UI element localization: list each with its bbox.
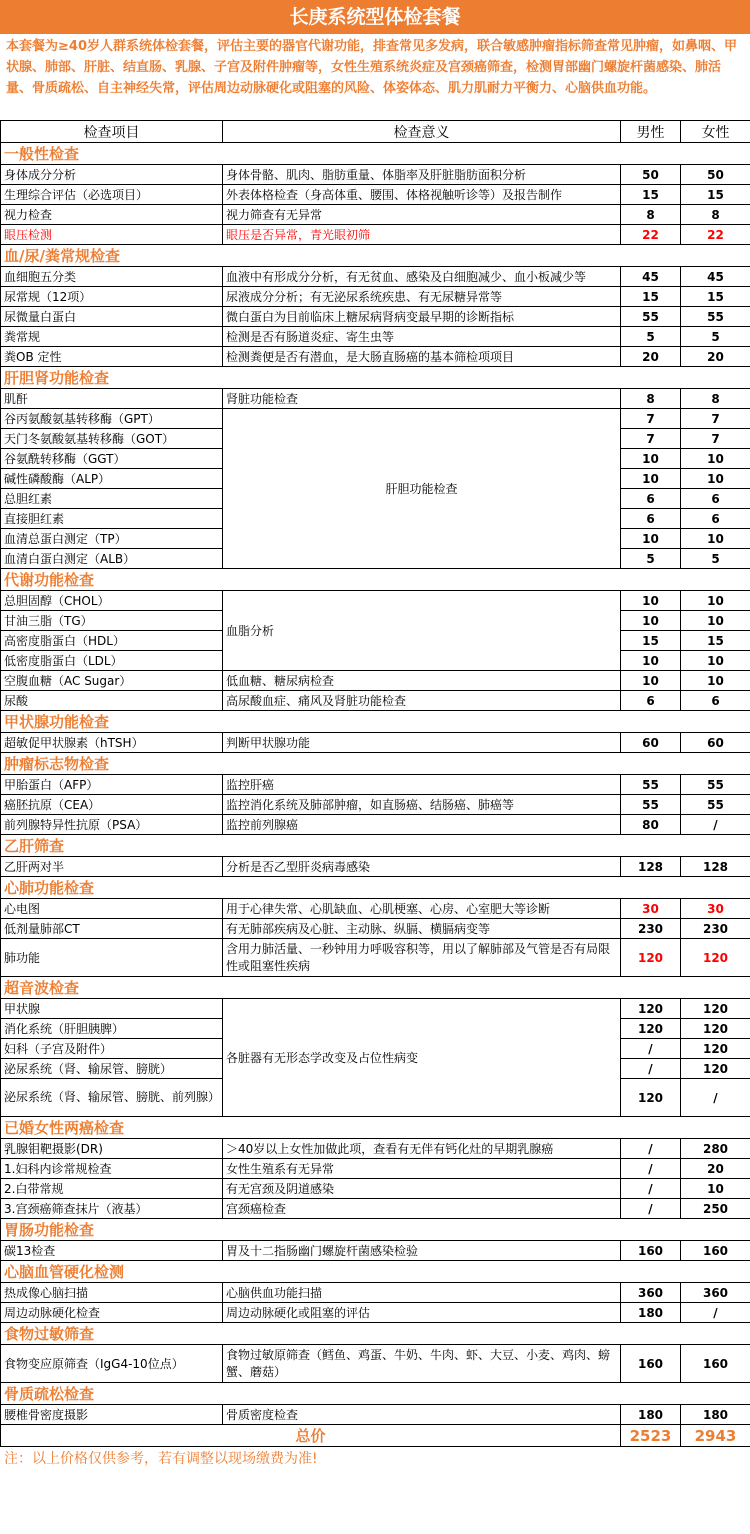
female-price: 55 (681, 307, 750, 327)
female-price: 8 (681, 205, 750, 225)
male-price: 6 (621, 489, 681, 509)
meaning-cell: 监控肝癌 (223, 775, 621, 795)
female-price: 10 (681, 591, 750, 611)
item-cell: 粪OB 定性 (1, 347, 223, 367)
item-cell: 血清总蛋白测定（TP） (1, 529, 223, 549)
section-title: 胃肠功能检查 (1, 1219, 750, 1241)
item-cell: 血清白蛋白测定（ALB） (1, 549, 223, 569)
meaning-cell: 高尿酸血症、痛风及肾脏功能检查 (223, 691, 621, 711)
male-price: 10 (621, 611, 681, 631)
female-price: 120 (681, 999, 750, 1019)
male-price: 120 (621, 1019, 681, 1039)
female-price: 15 (681, 631, 750, 651)
female-price: 60 (681, 733, 750, 753)
item-cell: 食物变应原筛查（IgG4-10位点） (1, 1345, 223, 1383)
meaning-cell: 女性生殖系有无异常 (223, 1159, 621, 1179)
male-price: 160 (621, 1241, 681, 1261)
female-price: 120 (681, 939, 750, 977)
section-title: 代谢功能检查 (1, 569, 750, 591)
table-row (1, 185, 750, 205)
meaning-cell: 骨质密度检查 (223, 1405, 621, 1425)
male-price: 160 (621, 1345, 681, 1383)
female-price: 250 (681, 1199, 750, 1219)
table-row (1, 671, 750, 691)
item-cell: 肌酐 (1, 389, 223, 409)
item-cell: 碱性磷酸酶（ALP） (1, 469, 223, 489)
male-price: / (621, 1039, 681, 1059)
section-row (1, 367, 750, 389)
section-row (1, 977, 750, 999)
female-price: 8 (681, 389, 750, 409)
male-price: 10 (621, 529, 681, 549)
male-price: 20 (621, 347, 681, 367)
section-row (1, 1219, 750, 1241)
female-price: 120 (681, 1059, 750, 1079)
table-row (1, 857, 750, 877)
female-price: 30 (681, 899, 750, 919)
table-row (1, 1345, 750, 1383)
male-price: 5 (621, 327, 681, 347)
item-cell: 空腹血糖（AC Sugar） (1, 671, 223, 691)
male-price: 8 (621, 389, 681, 409)
female-price: 50 (681, 165, 750, 185)
section-title: 超音波检查 (1, 977, 750, 999)
section-title: 肿瘤标志物检查 (1, 753, 750, 775)
female-price: 20 (681, 347, 750, 367)
male-price: 55 (621, 775, 681, 795)
meaning-cell: 胃及十二指肠幽门螺旋杆菌感染检验 (223, 1241, 621, 1261)
table-row (1, 1159, 750, 1179)
female-price: / (681, 1303, 750, 1323)
table-row (1, 1199, 750, 1219)
male-price: 6 (621, 691, 681, 711)
male-price: 45 (621, 267, 681, 287)
table-row (1, 1179, 750, 1199)
meaning-cell: 微白蛋白为目前临床上糖尿病肾病变最早期的诊断指标 (223, 307, 621, 327)
female-price: 6 (681, 691, 750, 711)
item-cell: 天门冬氨酸氨基转移酶（GOT） (1, 429, 223, 449)
table-row (1, 1405, 750, 1425)
male-price: 15 (621, 185, 681, 205)
item-cell: 肺功能 (1, 939, 223, 977)
female-price: 120 (681, 1039, 750, 1059)
table-row (1, 1241, 750, 1261)
item-cell: 眼压检测 (1, 225, 223, 245)
item-cell: 粪常规 (1, 327, 223, 347)
item-cell: 直接胆红素 (1, 509, 223, 529)
female-price: 45 (681, 267, 750, 287)
section-title: 甲状腺功能检查 (1, 711, 750, 733)
meaning-cell: 判断甲状腺功能 (223, 733, 621, 753)
table-row (1, 1283, 750, 1303)
female-price: 7 (681, 429, 750, 449)
item-cell: 癌胚抗原（CEA） (1, 795, 223, 815)
item-cell: 消化系统（肝胆胰脾） (1, 1019, 223, 1039)
male-price: 360 (621, 1283, 681, 1303)
page-title: 长庚系统型体检套餐 (0, 0, 750, 34)
table-row (1, 347, 750, 367)
meaning-cell: 分析是否乙型肝炎病毒感染 (223, 857, 621, 877)
item-cell: 血细胞五分类 (1, 267, 223, 287)
male-price: 120 (621, 939, 681, 977)
section-title: 血/尿/粪常规检查 (1, 245, 750, 267)
item-cell: 总胆固醇（CHOL） (1, 591, 223, 611)
section-row (1, 1117, 750, 1139)
male-price: 80 (621, 815, 681, 835)
meaning-cell: 视力筛查有无异常 (223, 205, 621, 225)
meaning-cell: 含用力肺活量、一秒钟用力呼吸容积等，用以了解肺部及气管是否有局限性或阻塞性疾病 (223, 939, 621, 977)
table-row (1, 287, 750, 307)
item-cell: 热成像心脑扫描 (1, 1283, 223, 1303)
table-row (1, 205, 750, 225)
female-price: 5 (681, 327, 750, 347)
item-cell: 甲状腺 (1, 999, 223, 1019)
section-title: 骨质疏松检查 (1, 1383, 750, 1405)
female-price: 10 (681, 671, 750, 691)
meaning-cell: 外表体格检查（身高体重、腰围、体格视触听诊等）及报告制作 (223, 185, 621, 205)
item-cell: 甲胎蛋白（AFP） (1, 775, 223, 795)
meaning-cell: 宫颈癌检查 (223, 1199, 621, 1219)
male-price: 128 (621, 857, 681, 877)
section-row (1, 711, 750, 733)
male-price: 10 (621, 469, 681, 489)
female-price: / (681, 1079, 750, 1117)
item-cell: 妇科（子宫及附件） (1, 1039, 223, 1059)
female-price: 128 (681, 857, 750, 877)
female-price: 15 (681, 185, 750, 205)
section-row (1, 753, 750, 775)
male-price: 120 (621, 999, 681, 1019)
male-price: 180 (621, 1303, 681, 1323)
header-female: 女性 (681, 121, 750, 143)
section-row (1, 569, 750, 591)
meaning-cell: ＞40岁以上女性加做此项，查看有无伴有钙化灶的早期乳腺癌 (223, 1139, 621, 1159)
item-cell: 泌尿系统（肾、输尿管、膀胱、前列腺） (1, 1079, 223, 1117)
meaning-cell: 血液中有形成分分析，有无贫血、感染及白细胞减少、血小板减少等 (223, 267, 621, 287)
female-price: 280 (681, 1139, 750, 1159)
table-row (1, 327, 750, 347)
meaning-cell: 周边动脉硬化或阻塞的评估 (223, 1303, 621, 1323)
item-cell: 腰椎骨密度摄影 (1, 1405, 223, 1425)
male-price: 55 (621, 307, 681, 327)
male-price: 7 (621, 409, 681, 429)
female-price: 22 (681, 225, 750, 245)
female-price: 180 (681, 1405, 750, 1425)
header-item: 检查项目 (1, 121, 223, 143)
item-cell: 视力检查 (1, 205, 223, 225)
table-row (1, 691, 750, 711)
female-price: 20 (681, 1159, 750, 1179)
item-cell: 心电图 (1, 899, 223, 919)
item-cell: 3.宫颈癌筛查抹片（液基） (1, 1199, 223, 1219)
female-price: 10 (681, 529, 750, 549)
meaning-cell: 监控前列腺癌 (223, 815, 621, 835)
female-price: 6 (681, 509, 750, 529)
male-price: 8 (621, 205, 681, 225)
footer-note: 注：以上价格仅供参考，若有调整以现场缴费为准! (4, 1451, 318, 1467)
item-cell: 甘油三脂（TG） (1, 611, 223, 631)
section-title: 心肺功能检查 (1, 877, 750, 899)
total-label: 总价 (1, 1425, 621, 1447)
section-row (1, 1323, 750, 1345)
item-cell: 碳13检查 (1, 1241, 223, 1261)
meaning-cell: 有无宫颈及阴道感染 (223, 1179, 621, 1199)
meaning-cell-merged: 肝胆功能检查 (223, 409, 621, 569)
table-row (1, 267, 750, 287)
section-title: 食物过敏筛查 (1, 1323, 750, 1345)
section-title: 一般性检查 (1, 143, 750, 165)
male-price: 55 (621, 795, 681, 815)
item-cell: 泌尿系统（肾、输尿管、膀胱） (1, 1059, 223, 1079)
male-price: 10 (621, 449, 681, 469)
section-row (1, 1261, 750, 1283)
total-female: 2943 (681, 1425, 750, 1447)
male-price: 10 (621, 671, 681, 691)
female-price: 10 (681, 469, 750, 489)
table-row (1, 919, 750, 939)
table-row (1, 939, 750, 977)
male-price: 10 (621, 591, 681, 611)
table-row (1, 1139, 750, 1159)
item-cell: 1.妇科内诊常规检查 (1, 1159, 223, 1179)
meaning-cell-merged: 血脂分析 (223, 591, 621, 671)
meaning-cell: 心脑供血功能扫描 (223, 1283, 621, 1303)
meaning-cell: 低血糖、糖尿病检查 (223, 671, 621, 691)
meaning-cell: 肾脏功能检查 (223, 389, 621, 409)
meaning-cell-merged: 各脏器有无形态学改变及占位性病变 (223, 999, 621, 1117)
male-price: 15 (621, 287, 681, 307)
meaning-cell: 检测粪便是否有潜血，是大肠直肠癌的基本筛检项项目 (223, 347, 621, 367)
meaning-cell: 身体骨骼、肌肉、脂肪重量、体脂率及肝脏脂肪面积分析 (223, 165, 621, 185)
header-male: 男性 (621, 121, 681, 143)
item-cell: 身体成分分析 (1, 165, 223, 185)
female-price: / (681, 815, 750, 835)
male-price: / (621, 1159, 681, 1179)
table-row (1, 1303, 750, 1323)
male-price: 7 (621, 429, 681, 449)
male-price: / (621, 1059, 681, 1079)
male-price: / (621, 1139, 681, 1159)
female-price: 7 (681, 409, 750, 429)
exam-table (0, 120, 750, 1447)
section-row (1, 877, 750, 899)
item-cell: 2.白带常规 (1, 1179, 223, 1199)
meaning-cell: 食物过敏原筛查（鳕鱼、鸡蛋、牛奶、牛肉、虾、大豆、小麦、鸡肉、螃蟹、蘑菇） (223, 1345, 621, 1383)
section-title: 乙肝筛查 (1, 835, 750, 857)
male-price: 15 (621, 631, 681, 651)
table-row (1, 225, 750, 245)
table-row (1, 165, 750, 185)
male-price: 10 (621, 651, 681, 671)
item-cell: 尿微量白蛋白 (1, 307, 223, 327)
female-price: 160 (681, 1345, 750, 1383)
section-row (1, 245, 750, 267)
total-male: 2523 (621, 1425, 681, 1447)
female-price: 120 (681, 1019, 750, 1039)
section-title: 心脑血管硬化检测 (1, 1261, 750, 1283)
table-row (1, 733, 750, 753)
item-cell: 谷丙氨酸氨基转移酶（GPT） (1, 409, 223, 429)
male-price: 120 (621, 1079, 681, 1117)
table-row (1, 999, 750, 1019)
male-price: / (621, 1199, 681, 1219)
female-price: 55 (681, 775, 750, 795)
male-price: / (621, 1179, 681, 1199)
male-price: 22 (621, 225, 681, 245)
male-price: 5 (621, 549, 681, 569)
section-row (1, 1383, 750, 1405)
female-price: 55 (681, 795, 750, 815)
item-cell: 谷氨酰转移酶（GGT） (1, 449, 223, 469)
table-row (1, 775, 750, 795)
table-row (1, 795, 750, 815)
female-price: 10 (681, 611, 750, 631)
meaning-cell: 用于心律失常、心肌缺血、心肌梗塞、心房、心室肥大等诊断 (223, 899, 621, 919)
header-meaning: 检查意义 (223, 121, 621, 143)
table-header (1, 121, 750, 143)
male-price: 60 (621, 733, 681, 753)
section-row (1, 143, 750, 165)
item-cell: 总胆红素 (1, 489, 223, 509)
section-title: 已婚女性两癌检查 (1, 1117, 750, 1139)
section-title: 肝胆肾功能检查 (1, 367, 750, 389)
table-row (1, 307, 750, 327)
section-row (1, 835, 750, 857)
meaning-cell: 监控消化系统及肺部肿瘤，如直肠癌、结肠癌、肺癌等 (223, 795, 621, 815)
female-price: 10 (681, 651, 750, 671)
table-row (1, 389, 750, 409)
female-price: 160 (681, 1241, 750, 1261)
male-price: 30 (621, 899, 681, 919)
female-price: 230 (681, 919, 750, 939)
item-cell: 周边动脉硬化检查 (1, 1303, 223, 1323)
female-price: 10 (681, 1179, 750, 1199)
female-price: 15 (681, 287, 750, 307)
female-price: 5 (681, 549, 750, 569)
item-cell: 低密度脂蛋白（LDL） (1, 651, 223, 671)
package-intro: 本套餐为≥40岁人群系统体检套餐，评估主要的器官代谢功能，排查常见多发病，联合敏感肿瘤指标筛查常见肿瘤，如鼻咽、甲状腺、肺部、肝脏、结直肠、乳腺、子宫及附件肿瘤等，女性生殖系统炎症及宫颈癌筛查，检测胃部幽门螺旋杆菌感染、肺活量、骨质疏松、自主神经失常，评估周边动脉硬化或阻塞的风险、体姿体态、肌力肌耐力平衡力、心脑供血功能。 (6, 39, 737, 96)
table-row (1, 899, 750, 919)
total-row (1, 1425, 750, 1447)
male-price: 50 (621, 165, 681, 185)
table-row (1, 815, 750, 835)
meaning-cell: 尿液成分分析；有无泌尿系统疾患、有无尿糖异常等 (223, 287, 621, 307)
female-price: 360 (681, 1283, 750, 1303)
item-cell: 高密度脂蛋白（HDL） (1, 631, 223, 651)
meaning-cell: 检测是否有肠道炎症、寄生虫等 (223, 327, 621, 347)
item-cell: 低剂量肺部CT (1, 919, 223, 939)
item-cell: 超敏促甲状腺素（hTSH） (1, 733, 223, 753)
item-cell: 生理综合评估（必选项目） (1, 185, 223, 205)
item-cell: 尿常规（12项） (1, 287, 223, 307)
female-price: 10 (681, 449, 750, 469)
male-price: 180 (621, 1405, 681, 1425)
item-cell: 乙肝两对半 (1, 857, 223, 877)
table-row (1, 409, 750, 429)
meaning-cell: 有无肺部疾病及心脏、主动脉、纵膈、横膈病变等 (223, 919, 621, 939)
meaning-cell: 眼压是否异常，青光眼初筛 (223, 225, 621, 245)
table-row (1, 591, 750, 611)
male-price: 230 (621, 919, 681, 939)
item-cell: 尿酸 (1, 691, 223, 711)
item-cell: 前列腺特异性抗原（PSA） (1, 815, 223, 835)
female-price: 6 (681, 489, 750, 509)
item-cell: 乳腺钼靶摄影(DR) (1, 1139, 223, 1159)
male-price: 6 (621, 509, 681, 529)
